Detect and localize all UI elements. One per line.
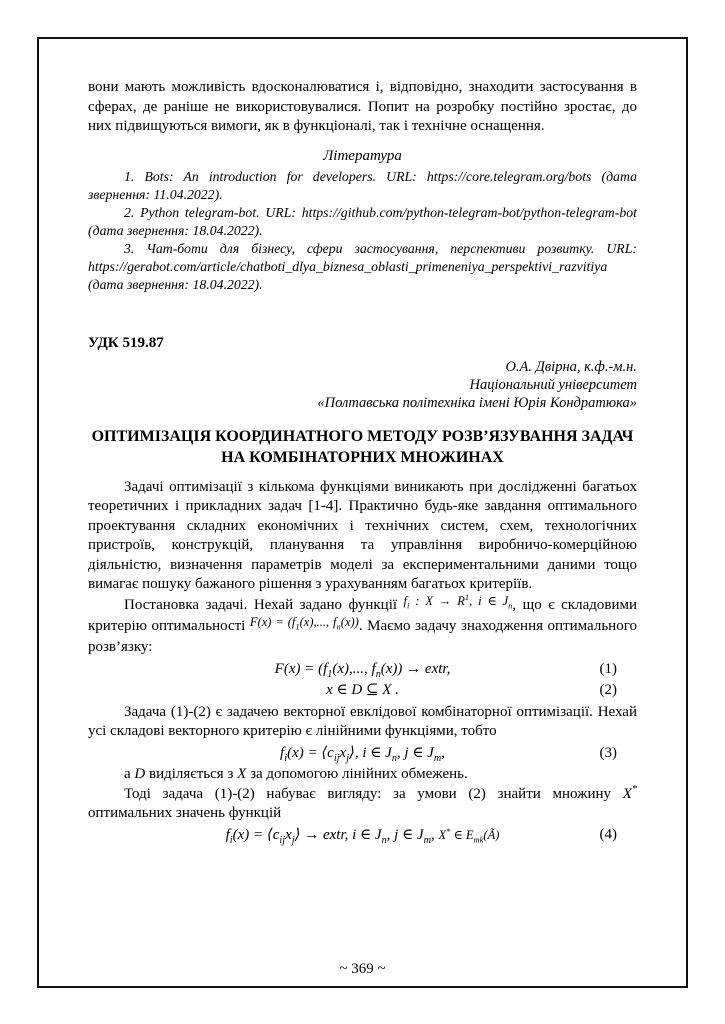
- text-run: а: [124, 766, 135, 782]
- equation-1-formula: $F(x) = (f_1(x)$,..., $f_n(x)$) → extr,: [274, 660, 451, 680]
- inline-formula-functions: fi : X → R1, i ∈ Jn: [403, 591, 513, 610]
- equation-3-formula: $f_i(x)$ = $⟨c_{ij}x_j⟩$, i ∈ $J_n$, j ∈ $J_m$,: [280, 744, 445, 764]
- equation-2-formula: x ∈ D ⊆ X .: [326, 682, 399, 698]
- text-run: Тоді задача (1)-(2) набуває вигляду: за умови (2) знайти множину: [124, 785, 623, 802]
- equation-3: [88, 744, 637, 764]
- text-run: Постановка задачі. Нехай задано функції: [124, 596, 404, 613]
- paragraph-vector-criterion: Задача (1)-(2) є задачею векторної евклідової комбінаторної оптимізації. Нехай усі складові векторного критерію є лінійними функціями, тобто: [88, 703, 637, 739]
- paragraph-continuation: вони мають можливість вдосконалюватися і, відповідно, знаходити застосування в сферах, де раніше не використовувалися. Попит на розробку постійно зростає, до них підвищуються вимоги, як в функціоналі, так і технічне оснащення.: [88, 79, 637, 134]
- equation-4-number: (4): [599, 826, 617, 843]
- text-run: за допомогою лінійних обмежень.: [246, 766, 468, 782]
- reference-item-1: 1. Bots: An introduction for developers. URL: https://core.telegram.org/bots (дата звернення: 11.04.2022).: [88, 169, 637, 202]
- equation-3-number: (3): [599, 744, 617, 761]
- reference-list: [88, 168, 637, 294]
- equation-4-line-1: $f_i(x)$ = $⟨c_{ij}x_j⟩$ → extr, i ∈ $J_n$, j ∈ $J_m$,: [225, 826, 435, 846]
- literature-heading: Література: [323, 147, 402, 164]
- udc-code: УДК 519.87: [88, 335, 164, 351]
- equation-1-number: (1): [599, 660, 617, 677]
- page-content: [88, 78, 637, 847]
- paragraph-constraints: [88, 765, 637, 785]
- inline-symbol-X-star: X*: [622, 783, 637, 802]
- text-run: виділяється з: [145, 766, 238, 782]
- paragraph-problem-form: [88, 785, 637, 824]
- text-run: оптимальних значень функцій: [88, 805, 282, 821]
- inline-symbol-D: D: [134, 766, 146, 782]
- author-block: [88, 358, 637, 412]
- reference-item-3: 3. Чат-боти для бізнесу, сфери застосування, перспективи розвитку. URL: https://gerabot.com/article/chatboti_dlya_biznesa_oblasti_primeneniya_perspektivi_razvitiya (дата звернення: 18.04.2022).: [88, 241, 637, 292]
- inline-formula-criterion: F(x) = (f1(x),..., fn(x)): [249, 614, 359, 631]
- page-number: ~ 369 ~: [339, 961, 386, 977]
- equation-4-line-2: X* ∈ $E_{mk}(Ã)$: [438, 825, 500, 844]
- author-name: О.А. Двірна, к.ф.-м.н.: [505, 358, 637, 375]
- equation-2-number: (2): [599, 682, 617, 698]
- equation-2: [88, 681, 637, 701]
- author-affiliation-line-1: Національний університет: [469, 376, 637, 393]
- inline-symbol-X: X: [237, 766, 247, 782]
- article-title: ОПТИМІЗАЦІЯ КООРДИНАТНОГО МЕТОДУ РОЗВ’ЯЗУВАННЯ ЗАДАЧ НА КОМБІНАТОРНИХ МНОЖИНАХ: [91, 427, 634, 466]
- equation-1: [88, 660, 637, 680]
- paragraph-problem-statement: [88, 591, 638, 658]
- author-affiliation-line-2: «Полтавська політехніка імені Юрія Кондратюка»: [317, 394, 637, 411]
- reference-item-2: 2. Python telegram-bot. URL: https://github.com/python-telegram-bot/python-telegram-bot (дата звернення: 18.04.2022).: [88, 205, 637, 238]
- text-run: . Маємо задачу знаходження оптимального розв’язку:: [88, 617, 637, 655]
- equation-4: [88, 826, 637, 846]
- paragraph-introduction: Задачі оптимізації з кількома функціями виникають при дослідженні багатьох теоретичних і прикладних задач [1-4]. Практично будь-яке завдання оптимального проектування складних економічних і технічних систем, схем, технологічних пристроїв, конструкцій, планування та управління виробничо-комерційною діяльністю, визначення параметрів моделі за експериментальними даними тощо вимагає пошуку бажаного рішення з урахуванням багатьох критеріїв.: [88, 478, 637, 592]
- text-run: , що є складовими критерію оптимальності: [88, 596, 638, 634]
